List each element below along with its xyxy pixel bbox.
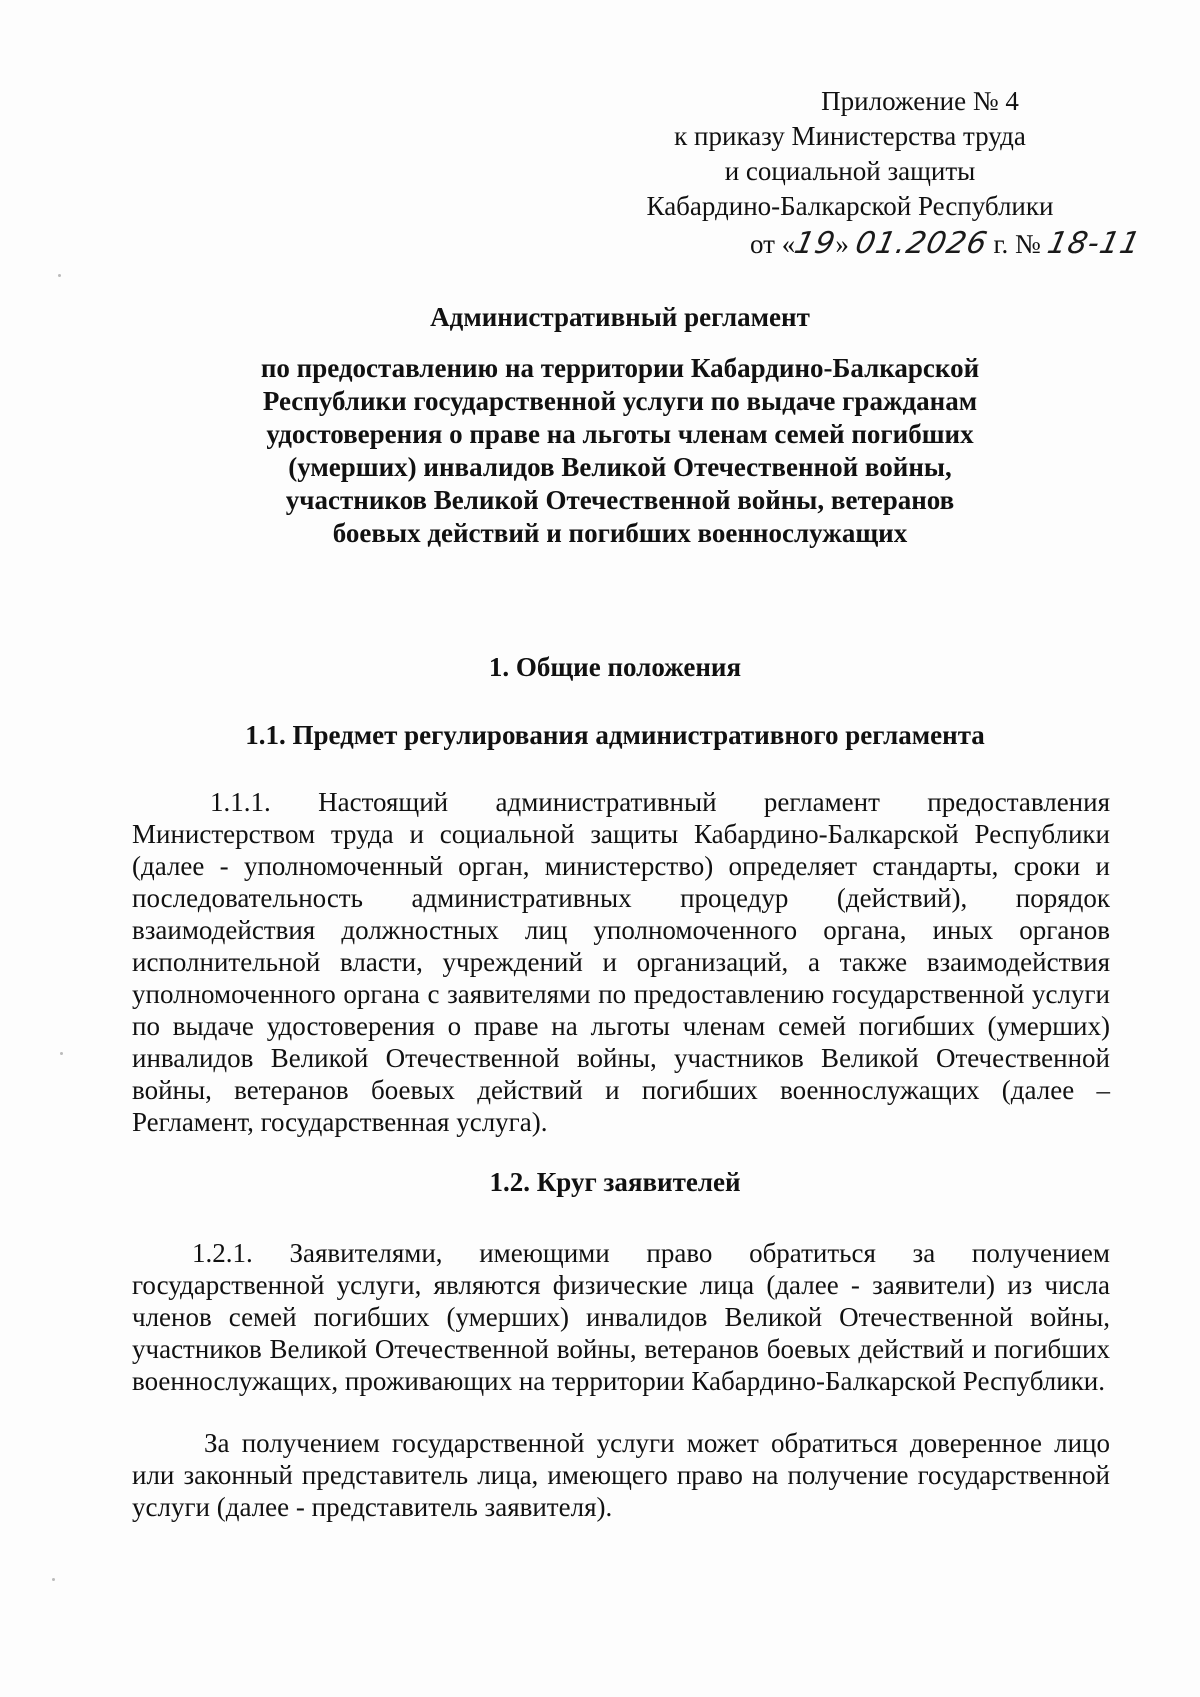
annex-date-line <box>590 226 1144 262</box>
handwritten-day: 19 <box>791 226 840 261</box>
handwritten-date: 01.2026 <box>851 226 991 261</box>
document-subtitle: по предоставлению на территории Кабардино-Балкарской Республики государственной услуги по выдаче гражданам удостоверения о праве на льготы членам семей погибших (умерших) инвалидов Великой Отечественной войны, участников Великой Отечественной войны, ветеранов боевых действий и погибших военнослужащих <box>260 353 980 548</box>
date-prefix: от « <box>750 229 796 259</box>
annex-number: Приложение № 4 <box>821 86 1019 116</box>
section-heading-applicants: 1.2. Круг заявителей <box>489 1167 741 1197</box>
annex-order-ref: к приказу Министерства труда <box>674 121 1026 151</box>
date-mid: » <box>835 229 849 259</box>
scan-speck <box>58 274 61 277</box>
annex-republic: Кабардино-Балкарской Республики <box>646 191 1054 221</box>
paragraph-1-1-1: 1.1.1. Настоящий административный регламент предоставления Министерством труда и социальной защиты Кабардино-Балкарской Республики (далее - уполномоченный орган, министерство) определяет стандарты, сроки и последовательность административных процедур (действий), порядок взаимодействия должностных лиц уполномоченного органа, иных органов исполнительной власти, учреждений и организаций, а также взаимодействия уполномоченного органа с заявителями по предоставлению государственной услуги по выдаче удостоверения о праве на льготы членам семей погибших (умерших) инвалидов Великой Отечественной войны, участников Великой Отечественной войны, ветеранов боевых действий и погибших военнослужащих (далее – Регламент, государственная услуга). <box>132 787 1110 1137</box>
scan-speck <box>60 1052 63 1055</box>
section-heading-general: 1. Общие положения <box>488 652 742 682</box>
paragraph-1-2-1: 1.2.1. Заявителями, имеющими право обратиться за получением государственной услуги, являются физические лица (далее - заявители) из числа членов семей погибших (умерших) инвалидов Великой Отечественной войны, участников Великой Отечественной войны, ветеранов боевых действий и погибших военнослужащих, проживающих на территории Кабардино-Балкарской Республики. <box>132 1238 1110 1396</box>
paragraph-representative: За получением государственной услуги может обратиться доверенное лицо или законный представитель лица, имеющего право на получение государственной услуги (далее - представитель заявителя). <box>132 1428 1110 1522</box>
document-title: Административный регламент <box>430 302 810 332</box>
handwritten-order-number: 18-11 <box>1043 226 1144 261</box>
section-heading-subject: 1.1. Предмет регулирования административного регламента <box>245 720 985 750</box>
annex-ministry: и социальной защиты <box>724 156 976 186</box>
annex-block <box>590 84 1144 262</box>
date-suffix: г. № <box>993 229 1041 259</box>
title-block <box>230 300 1010 550</box>
scan-speck <box>52 1578 55 1581</box>
